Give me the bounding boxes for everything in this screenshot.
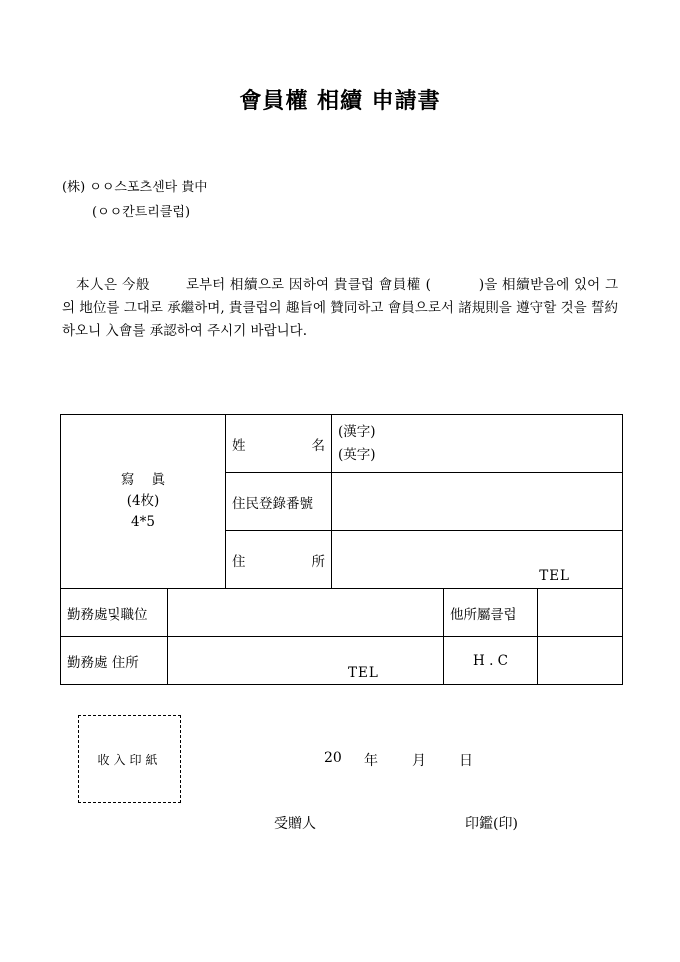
other-club-field[interactable] bbox=[538, 589, 623, 637]
workplace-field[interactable] bbox=[168, 589, 444, 637]
page-title: 會員權 相續 申請書 bbox=[239, 88, 441, 114]
address-label-cell bbox=[226, 531, 332, 589]
work-address-field[interactable] bbox=[168, 637, 444, 685]
stamp-label: 收入印紙 bbox=[97, 752, 162, 767]
hc-field[interactable] bbox=[538, 637, 623, 685]
club-line: (ㅇㅇ칸트리클럽) bbox=[92, 205, 191, 220]
recipient-label: 受贈人 bbox=[274, 816, 316, 832]
name-field[interactable] bbox=[332, 415, 623, 473]
photo-label: 寫 眞 bbox=[120, 472, 166, 488]
address-field[interactable] bbox=[332, 531, 623, 589]
workplace-label: 勤務處및職位 bbox=[61, 589, 168, 637]
name-label-cell bbox=[226, 415, 332, 473]
resident-no-field[interactable] bbox=[332, 473, 623, 531]
resident-no-label: 住民登錄番號 bbox=[226, 473, 332, 531]
name-label-b: 名 bbox=[311, 437, 326, 454]
revenue-stamp-box bbox=[78, 715, 181, 803]
date-day-char: 日 bbox=[459, 753, 473, 769]
other-club-label: 他所屬클럽 bbox=[444, 589, 538, 637]
name-hanja-label: (漢字) bbox=[338, 423, 376, 440]
seal-label: 印鑑(印) bbox=[465, 816, 518, 832]
application-form-table bbox=[60, 414, 623, 685]
photo-count: (4枚) bbox=[126, 493, 160, 509]
body-part-1: 本人은 今般 bbox=[76, 277, 150, 293]
address-label-b: 所 bbox=[311, 553, 326, 570]
name-label-a: 姓 bbox=[232, 437, 246, 454]
body-part-3: )을 相續받음에 있어 그의 地位를 그대로 承繼하며, 貴클럽의 趣旨에 贊同하고 會員으로서 諸規則을 遵守할 것을 誓約하오니 入會를 承認하여 주시기 바랍니다. bbox=[62, 277, 618, 339]
photo-size: 4*5 bbox=[131, 514, 155, 530]
address-tel-label: TEL bbox=[539, 568, 571, 584]
date-month-char: 月 bbox=[412, 753, 426, 769]
date-year-char: 年 bbox=[364, 753, 378, 769]
photo-cell bbox=[61, 415, 226, 589]
body-paragraph bbox=[62, 274, 618, 343]
date-year: 20 bbox=[324, 750, 342, 766]
recipient-line: (株) ㅇㅇ스포츠센타 貴中 bbox=[62, 180, 208, 195]
work-address-label: 勤務處 住所 bbox=[61, 637, 168, 685]
hc-label: H . C bbox=[444, 637, 538, 685]
work-tel-label: TEL bbox=[348, 665, 379, 681]
name-english-label: (英字) bbox=[338, 446, 376, 463]
address-label-a: 住 bbox=[232, 553, 246, 570]
body-part-2: 로부터 相續으로 因하여 貴클럽 會員權 ( bbox=[185, 277, 431, 293]
